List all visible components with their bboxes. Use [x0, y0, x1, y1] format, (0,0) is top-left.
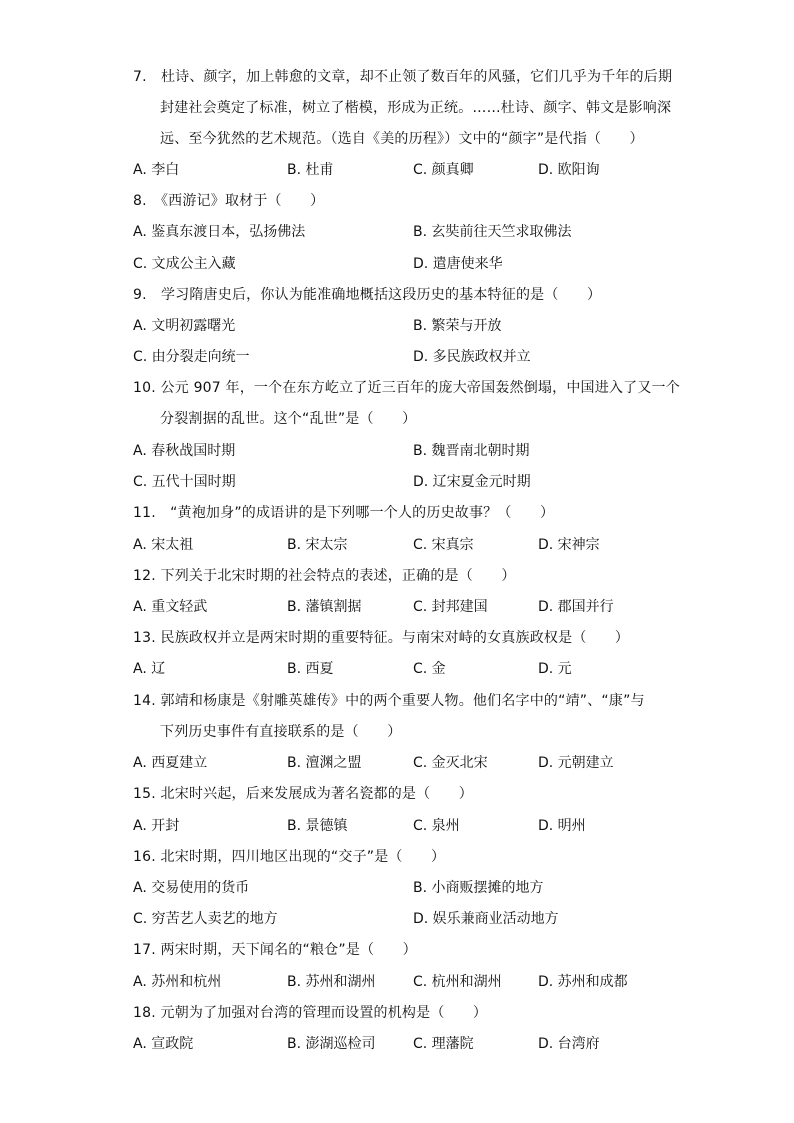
- q16-option-d: D. 娱乐兼商业活动地方: [413, 911, 559, 927]
- q17-option-a: A. 苏州和杭州: [133, 974, 222, 990]
- q11-option-d: D. 宋神宗: [538, 537, 600, 553]
- question-10-line-1: 10. 公元 907 年，一个在东方屹立了近三百年的庞大帝国轰然倒塌，中国进入了又一个: [133, 380, 680, 396]
- q14-option-b: B. 澶渊之盟: [287, 755, 362, 771]
- question-7-line-1: 7. 杜诗、颜字，加上韩愈的文章，却不止领了数百年的风骚，它们几乎为千年的后期: [133, 69, 673, 85]
- q16-option-a: A. 交易使用的货币: [133, 880, 250, 896]
- question-18-line-1: 18. 元朝为了加强对台湾的管理而设置的机构是（ ）: [133, 1005, 488, 1021]
- q18-option-a: A. 宣政院: [133, 1036, 194, 1052]
- q10-option-c: C. 五代十国时期: [133, 474, 236, 490]
- q18-option-d: D. 台湾府: [538, 1036, 600, 1052]
- q10-option-b: B. 魏晋南北朝时期: [413, 443, 530, 459]
- question-16-line-1: 16. 北宋时期，四川地区出现的“交子”是（ ）: [133, 849, 446, 865]
- q9-option-b: B. 繁荣与开放: [413, 318, 502, 334]
- q17-option-b: B. 苏州和湖州: [287, 974, 376, 990]
- q7-option-d: D. 欧阳询: [538, 162, 600, 178]
- q11-option-b: B. 宋太宗: [287, 537, 348, 553]
- q13-option-c: C. 金: [413, 661, 446, 677]
- q10-option-a: A. 春秋战国时期: [133, 443, 236, 459]
- question-14-line-2: 下列历史事件有直接联系的是（ ）: [160, 724, 402, 740]
- question-14-line-1: 14. 郭靖和杨康是《射雕英雄传》中的两个重要人物。他们名字中的“靖”、“康”与: [133, 693, 645, 709]
- q13-option-a: A. 辽: [133, 661, 166, 677]
- q17-option-d: D. 苏州和成都: [538, 974, 628, 990]
- q8-option-b: B. 玄奘前往天竺求取佛法: [413, 224, 572, 240]
- q10-option-d: D. 辽宋夏金元时期: [413, 474, 531, 490]
- q15-option-d: D. 明州: [538, 818, 586, 834]
- q8-option-d: D. 遣唐使来华: [413, 256, 503, 272]
- q13-option-d: D. 元: [538, 661, 572, 677]
- q7-option-a: A. 李白: [133, 162, 180, 178]
- question-10-line-2: 分裂割据的乱世。这个“乱世”是（ ）: [160, 411, 417, 427]
- question-17-line-1: 17. 两宋时期，天下闻名的“粮仓”是（ ）: [133, 942, 417, 958]
- question-13-line-1: 13. 民族政权并立是两宋时期的重要特征。与南宋对峙的女真族政权是（ ）: [133, 630, 630, 646]
- q8-option-c: C. 文成公主入藏: [133, 256, 236, 272]
- question-15-line-1: 15. 北宋时兴起，后来发展成为著名瓷都的是（ ）: [133, 786, 473, 802]
- q11-option-c: C. 宋真宗: [413, 537, 474, 553]
- question-7-line-2: 封建社会奠定了标准，树立了楷模，形成为正统。……杜诗、颜字、韩文是影响深: [160, 100, 672, 116]
- q7-option-c: C. 颜真卿: [413, 162, 474, 178]
- q17-option-c: C. 杭州和湖州: [413, 974, 502, 990]
- q12-option-c: C. 封邦建国: [413, 599, 488, 615]
- question-11-line-1: 11. “黄袍加身”的成语讲的是下列哪一个人的历史故事？（ ）: [133, 505, 555, 521]
- q9-option-c: C. 由分裂走向统一: [133, 349, 250, 365]
- question-12-line-1: 12. 下列关于北宋时期的社会特点的表述，正确的是（ ）: [133, 568, 516, 584]
- q12-option-d: D. 郡国并行: [538, 599, 614, 615]
- question-9-line-1: 9. 学习隋唐史后，你认为能准确地概括这段历史的基本特征的是（ ）: [133, 287, 602, 303]
- q15-option-c: C. 泉州: [413, 818, 460, 834]
- q7-option-b: B. 杜甫: [287, 162, 334, 178]
- q11-option-a: A. 宋太祖: [133, 537, 194, 553]
- question-7-line-3: 远、至今犹然的艺术规范。（选自《美的历程》）文中的“颜字”是代指（ ）: [160, 131, 644, 147]
- q12-option-a: A. 重文轻武: [133, 599, 208, 615]
- q18-option-b: B. 澎湖巡检司: [287, 1036, 376, 1052]
- q9-option-a: A. 文明初露曙光: [133, 318, 236, 334]
- q14-option-c: C. 金灭北宋: [413, 755, 488, 771]
- q16-option-c: C. 穷苦艺人卖艺的地方: [133, 911, 278, 927]
- q15-option-a: A. 开封: [133, 818, 180, 834]
- question-8-line-1: 8. 《西游记》取材于（ ）: [133, 193, 325, 209]
- q9-option-d: D. 多民族政权并立: [413, 349, 531, 365]
- q14-option-a: A. 西夏建立: [133, 755, 208, 771]
- q12-option-b: B. 藩镇割据: [287, 599, 362, 615]
- q16-option-b: B. 小商贩摆摊的地方: [413, 880, 544, 896]
- q14-option-d: D. 元朝建立: [538, 755, 614, 771]
- q18-option-c: C. 理藩院: [413, 1036, 474, 1052]
- q8-option-a: A. 鉴真东渡日本，弘扬佛法: [133, 224, 306, 240]
- q13-option-b: B. 西夏: [287, 661, 334, 677]
- q15-option-b: B. 景德镇: [287, 818, 348, 834]
